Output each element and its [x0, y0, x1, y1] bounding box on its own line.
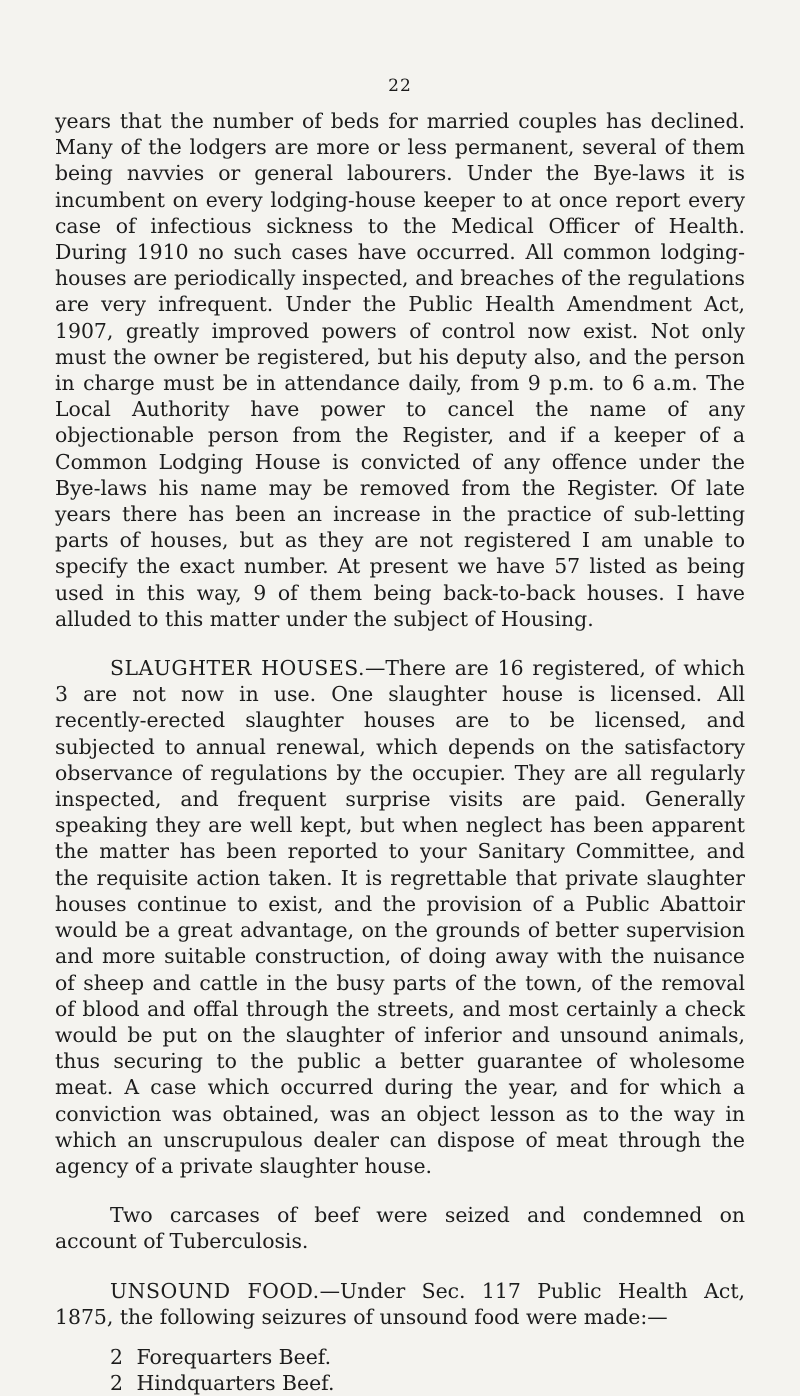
- paragraph-lodging-houses: years that the number of beds for married couples has declined. Many of the lodgers are more or less permanent, several of them being navvies or general labourers. Under the Bye-laws it is incumbent on every lodging-house keeper to at once report every case of infectious sickness to the Medical Officer of Health. During 1910 no such cases have occurred. All common lodging-houses are periodically inspected, and breaches of the regulations are very infrequent. Under the Public Health Amendment Act, 1907, greatly improved powers of control now exist. Not only must the owner be registered, but his deputy also, and the person in charge must be in attendance daily, from 9 p.m. to 6 a.m. The Local Authority have power to cancel the name of any objectionable person from the Register, and if a keeper of a Common Lodging House is convicted of any offence under the Bye-laws his name may be removed from the Register. Of late years there has been an increase in the practice of sub-letting parts of houses, but as they are not registered I am unable to specify the exact number. At present we have 57 listed as being used in this way, 9 of them being back-to-back houses. I have alluded to this matter under the subject of Housing.: [55, 109, 745, 631]
- list-item: [55, 1344, 745, 1370]
- heading-slaughter-houses: SLAUGHTER HOUSES.: [110, 656, 365, 681]
- paragraph-carcases: Two carcases of beef were seized and condemned on account of Tuberculosis.: [55, 1203, 745, 1254]
- seizure-quantity: 2: [110, 1371, 123, 1396]
- seizures-list: [55, 1344, 745, 1396]
- list-item: [55, 1370, 745, 1396]
- seizure-item: Hindquarters Beef.: [136, 1371, 335, 1396]
- heading-unsound-food: UNSOUND FOOD.: [110, 1278, 320, 1303]
- slaughter-houses-text: —There are 16 registered, of which 3 are not now in use. One slaughter house is licensed. All recently-erected slaughter houses are to be licensed, and subjected to annual renewal, which depends on the satisfactory observance of regulations by the occupier. They are all regularly inspected, and frequent surprise visits are paid. Generally speaking they are well kept, but when neglect has been apparent the matter has been reported to your Sanitary Committee, and the requisite action taken. It is regrettable that private slaughter houses continue to exist, and the provision of a Public Abattoir would be a great advantage, on the grounds of better supervision and more suitable construction, of doing away with the nuisance of sheep and cattle in the busy parts of the town, of the removal of blood and offal through the streets, and most certainly a check would be put on the slaughter of inferior and unsound animals, thus securing to the public a better guarantee of wholesome meat. A case which occurred during the year, and for which a conviction was obtained, was an object lesson as to the way in which an unscrupulous dealer can dispose of meat through the agency of a private slaughter house.: [55, 656, 745, 1178]
- body-text: [55, 108, 745, 1396]
- paragraph-unsound-food: [55, 1278, 745, 1330]
- seizure-quantity: 2: [110, 1344, 123, 1369]
- seizure-item: Forequarters Beef.: [136, 1344, 332, 1369]
- paragraph-slaughter-houses: [55, 655, 745, 1179]
- page-number: 22: [388, 76, 412, 96]
- unsound-food-text: —Under Sec. 117 Public Health Act, 1875, the following seizures of unsound food were made:—: [55, 1278, 745, 1329]
